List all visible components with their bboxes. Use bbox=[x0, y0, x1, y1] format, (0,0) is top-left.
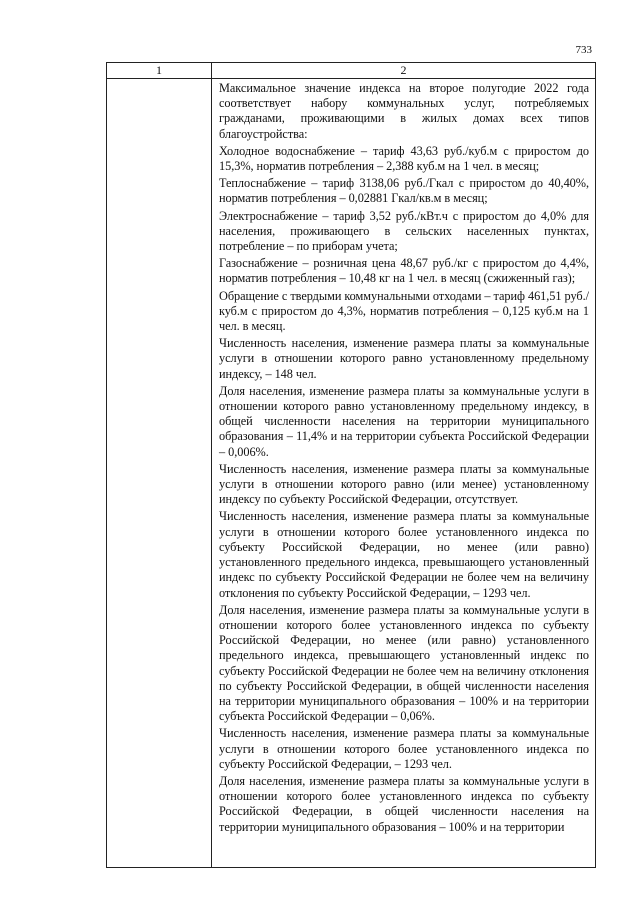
paragraph-population-below-index: Численность населения, изменение размера платы за коммунальные услуги в отношении которого равно (или менее) установленному индексу по субъекту Российской Федерации, отсутствует. bbox=[219, 461, 589, 507]
paragraph-share-equal-limit: Доля населения, изменение размера платы за коммунальные услуги в отношении которого равно установленному предельному индексу, в общей численности населения на территории муниципального образования – 11,4% и на территории субъекта Российской Федерации – 0,006%. bbox=[219, 383, 589, 459]
column-header-1: 1 bbox=[107, 63, 212, 79]
paragraph-gas: Газоснабжение – розничная цена 48,67 руб./кг с приростом до 4,4%, норматив потребления – 10,48 кг на 1 чел. в месяц (сжиженный газ); bbox=[219, 256, 589, 286]
column-header-2: 2 bbox=[212, 63, 596, 79]
table-header-row bbox=[107, 63, 596, 79]
document-table bbox=[106, 62, 596, 868]
paragraph-share-within-deviation: Доля населения, изменение размера платы за коммунальные услуги в отношении которого более установленного индекса по субъекту Российской Федерации, но менее (или равно) установленного предельного индекса, превышающего установленный индекс по субъекту Российской Федерации не более чем на величину отклонения по субъекту Российской Федерации, в общей численности населения на территории муниципального образования – 100% и на территории субъекта Российской Федерации – 0,06%. bbox=[219, 602, 589, 724]
paragraph-solid-waste: Обращение с твердыми коммунальными отходами – тариф 461,51 руб./куб.м с приростом до 4,3%, норматив потребления – 0,125 куб.м на 1 чел. в месяц. bbox=[219, 288, 589, 334]
page-number: 733 bbox=[575, 44, 592, 56]
paragraph-electricity: Электроснабжение – тариф 3,52 руб./кВт.ч с приростом до 4,0% для населения, проживающего в сельских населенных пунктах, потребление – по приборам учета; bbox=[219, 208, 589, 254]
paragraph-population-within-deviation: Численность населения, изменение размера платы за коммунальные услуги в отношении которого более установленного индекса по субъекту Российской Федерации, но менее (или равно) установленного предельного индекса, превышающего установленный индекс по субъекту Российской Федерации не более чем на величину отклонения по субъекту Российской Федерации, – 1293 чел. bbox=[219, 509, 589, 600]
paragraph-population-equal-limit: Численность населения, изменение размера платы за коммунальные услуги в отношении которого равно установленному предельному индексу, – 148 чел. bbox=[219, 336, 589, 381]
paragraph-heating: Теплоснабжение – тариф 3138,06 руб./Гкал с приростом до 40,40%, норматив потребления – 0,02881 Гкал/кв.м в месяц; bbox=[219, 176, 589, 206]
paragraph-index-intro: Максимальное значение индекса на второе полугодие 2022 года соответствует набору коммунальных услуг, потребляемых гражданами, проживающими в жилых домах всех типов благоустройства: bbox=[219, 81, 589, 141]
paragraph-share-above-index: Доля населения, изменение размера платы за коммунальные услуги в отношении которого более установленного индекса по субъекту Российской Федерации, в общей численности населения на территории муниципального образования – 100% и на территории bbox=[219, 773, 589, 834]
paragraph-cold-water: Холодное водоснабжение – тариф 43,63 руб./куб.м с приростом до 15,3%, норматив потребления – 2,388 куб.м на 1 чел. в месяц; bbox=[219, 143, 589, 174]
table-body-row bbox=[107, 79, 596, 868]
paragraph-population-above-index: Численность населения, изменение размера платы за коммунальные услуги в отношении которого более установленного индекса по субъекту Российской Федерации, – 1293 чел. bbox=[219, 726, 589, 771]
empty-cell-col1 bbox=[107, 79, 212, 868]
cell-text-block bbox=[212, 79, 595, 835]
text-cell-col2 bbox=[212, 79, 596, 868]
